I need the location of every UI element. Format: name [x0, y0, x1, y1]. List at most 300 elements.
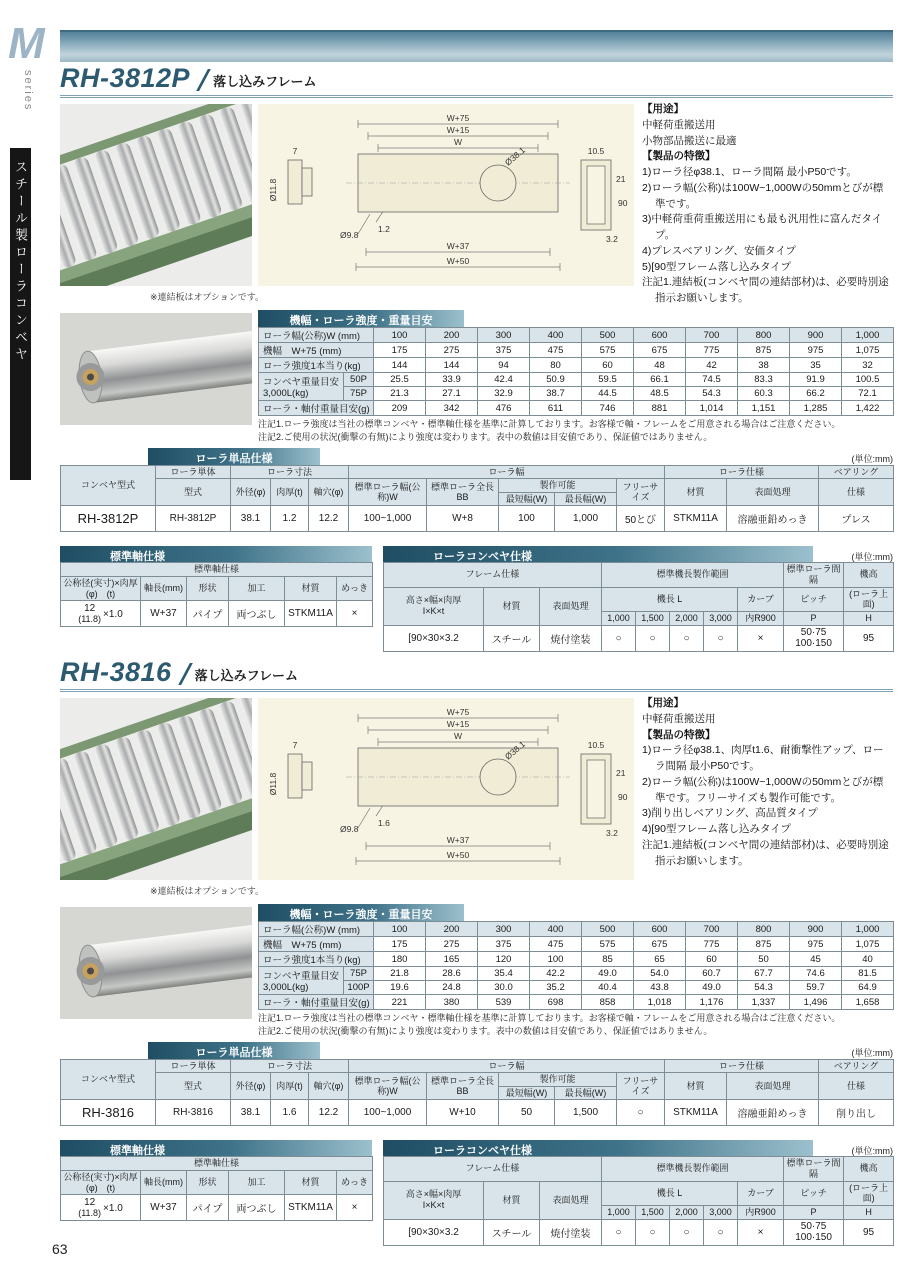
dim-label: W — [453, 731, 463, 741]
option-note: ※連結板はオプションです。 — [150, 292, 265, 302]
col-header: 軸穴(φ) — [309, 1073, 349, 1100]
shaft-table-title: 標準軸仕様 — [60, 1140, 372, 1160]
conveyor-spec-table — [383, 562, 894, 652]
value-cell: 1,422 — [842, 401, 894, 416]
value-cell: RH-3812P — [61, 506, 156, 532]
value-cell: ○ — [670, 625, 704, 651]
col-header: フリーサイズ — [617, 479, 665, 506]
group-header: 標準機長製作範囲 — [602, 1157, 784, 1182]
value-cell: 両つぶし — [229, 601, 285, 627]
section-title-rh3812p — [60, 64, 893, 98]
value-cell: 72.1 — [842, 387, 894, 401]
flange-detail-2 — [302, 762, 312, 790]
value-cell: 50 — [738, 952, 790, 967]
value-cell: × — [337, 601, 373, 627]
end-view-inner — [587, 760, 605, 818]
conveyor-table-header-row — [383, 1140, 893, 1156]
value-cell: 1,285 — [790, 401, 842, 416]
value-cell: 1,000 — [555, 506, 617, 532]
dim-label: W+15 — [446, 719, 470, 729]
col-header: P — [784, 612, 844, 626]
value-cell: 881 — [634, 401, 686, 416]
value-cell: STKM11A — [665, 1100, 727, 1126]
dim-label: 7 — [292, 740, 298, 750]
value-cell: ○ — [602, 1219, 636, 1245]
col-header: カーブ — [738, 587, 784, 612]
value-cell: [90×30×3.2 — [384, 625, 484, 651]
value-cell: 21.3 — [374, 387, 426, 401]
col-header: 最短幅(W) — [499, 492, 555, 505]
value-cell: STKM11A — [285, 1195, 337, 1221]
value-cell: 60.3 — [738, 387, 790, 401]
table-row — [384, 563, 894, 588]
value-cell: 85 — [582, 952, 634, 967]
table-row — [259, 937, 894, 952]
dim-label: W+37 — [446, 241, 470, 251]
col-header: 外径(φ) — [231, 479, 271, 506]
value-cell: 100 — [499, 506, 555, 532]
shaft-dia-cell — [61, 601, 141, 627]
col-header: ローラ単体 — [156, 466, 231, 479]
note-line: 注記2.ご使用の状況(衝撃の有無)により強度は変わります。表中の数値は目安値であり、保証値ではありません。 — [258, 1026, 713, 1037]
value-cell: 698 — [530, 995, 582, 1010]
value-cell: 溶融亜鉛めっき — [727, 1100, 819, 1126]
text-line: 中軽荷重搬送用 — [642, 118, 716, 131]
page-number: 63 — [52, 1241, 68, 1257]
table-row — [259, 981, 894, 995]
col-header-line: I×K×t — [422, 1200, 445, 1211]
col-header — [61, 576, 141, 601]
value-cell: ○ — [636, 1219, 670, 1245]
value-cell: 275 — [426, 343, 478, 358]
value-cell: 66.2 — [790, 387, 842, 401]
value-cell: 59.5 — [582, 373, 634, 387]
value-cell: 275 — [426, 937, 478, 952]
col-header: 表面処理 — [540, 587, 602, 625]
table-row — [61, 563, 373, 577]
col-header: ローラ仕様 — [665, 1060, 819, 1073]
col-header: 3,000 — [704, 1206, 738, 1220]
value-cell: 1,176 — [686, 995, 738, 1010]
row-label: ローラ・軸付重量目安(g) — [259, 995, 374, 1010]
value-cell: 83.3 — [738, 373, 790, 387]
value-cell: RH-3816 — [61, 1100, 156, 1126]
value-cell: 858 — [582, 995, 634, 1010]
value-cell: 900 — [790, 922, 842, 937]
value-cell: 375 — [478, 343, 530, 358]
col-header: ローラ仕様 — [665, 466, 819, 479]
value-cell: 144 — [374, 358, 426, 373]
pitch-line: 50·75 — [800, 627, 827, 639]
table-row — [61, 1195, 373, 1221]
row-label: ローラ・軸付重量目安(g) — [259, 401, 374, 416]
col-header: 表面処理 — [727, 479, 819, 506]
group-header: 標準ローラ間隔 — [784, 563, 844, 588]
value-cell: ○ — [670, 1219, 704, 1245]
col-header — [384, 587, 484, 625]
value-cell: 40.4 — [582, 981, 634, 995]
table-row — [61, 1100, 894, 1126]
col-header: 標準ローラ幅(公称)W — [349, 479, 427, 506]
table-row — [259, 952, 894, 967]
strength-table-title: 機幅・ローラ強度・重量目安 — [258, 310, 464, 330]
value-cell: × — [738, 1219, 784, 1245]
table-row — [61, 1060, 894, 1073]
value-cell: 35.2 — [530, 981, 582, 995]
value-cell: 67.7 — [738, 967, 790, 981]
col-header: 標準ローラ全長BB — [427, 1073, 499, 1100]
value-cell: × — [738, 625, 784, 651]
value-cell: 54.0 — [634, 967, 686, 981]
value-cell: 1,151 — [738, 401, 790, 416]
technical-drawing-svg — [258, 104, 634, 286]
value-cell: 焼付塗装 — [540, 625, 602, 651]
value-cell: 12.2 — [309, 1100, 349, 1126]
col-header: 加工 — [229, 576, 285, 601]
col-header: 機長 L — [602, 587, 738, 612]
value-cell: 49.0 — [686, 981, 738, 995]
dia-paren: (11.8) — [78, 1207, 102, 1218]
value-cell: スチール — [484, 625, 540, 651]
col-header: 標準ローラ全長BB — [427, 479, 499, 506]
text-line: 小物部品搬送に最適 — [642, 134, 737, 147]
row-label-line: 3,000L(kg) — [263, 388, 309, 399]
table-row — [259, 967, 894, 981]
value-cell: 1,658 — [842, 995, 894, 1010]
value-cell: 91.9 — [790, 373, 842, 387]
value-cell: スチール — [484, 1219, 540, 1245]
side-category-tab: スチール製ローラコンベヤ — [10, 148, 31, 480]
value-cell: STKM11A — [665, 506, 727, 532]
title-slash-icon — [196, 69, 211, 91]
col-header: H — [844, 1206, 894, 1220]
col-header-line: 公称径(実寸)×肉厚 — [63, 1171, 138, 1182]
value-cell: RH-3812P — [156, 506, 231, 532]
col-header: 型式 — [156, 1073, 231, 1100]
feature-lines — [642, 165, 893, 275]
text-line: 4)プレスベアリング、安価タイプ — [642, 244, 797, 257]
value-cell: 300 — [478, 922, 530, 937]
table-row — [61, 466, 894, 479]
value-cell: 209 — [374, 401, 426, 416]
col-header: 表面処理 — [727, 1073, 819, 1100]
text-line: 中軽荷重搬送用 — [642, 712, 716, 725]
value-cell: 875 — [738, 343, 790, 358]
value-cell: 1,014 — [686, 401, 738, 416]
value-cell: 削り出し — [819, 1100, 894, 1126]
table-row — [384, 1157, 894, 1182]
row-label: ローラ強度1本当り(kg) — [259, 358, 374, 373]
flange-detail-2 — [302, 168, 312, 196]
col-header: 標準ローラ幅(公称)W — [349, 1073, 427, 1100]
col-header: ローラ単体 — [156, 1060, 231, 1073]
value-cell: 35.4 — [478, 967, 530, 981]
col-header: 内R900 — [738, 1206, 784, 1220]
value-cell: 600 — [634, 922, 686, 937]
col-header: 最短幅(W) — [499, 1086, 555, 1099]
value-cell: 611 — [530, 401, 582, 416]
value-cell: 1.6 — [271, 1100, 309, 1126]
value-cell: 175 — [374, 343, 426, 358]
dim-label: 10.5 — [587, 146, 605, 156]
product-info — [642, 102, 893, 307]
value-cell: 38 — [738, 358, 790, 373]
col-header: 肉厚(t) — [271, 1073, 309, 1100]
dim-label: 21 — [616, 174, 626, 184]
single-table-header-row — [60, 448, 893, 464]
strength-table-title: 機幅・ローラ強度・重量目安 — [258, 904, 464, 924]
col-header — [384, 1181, 484, 1219]
col-header: P — [784, 1206, 844, 1220]
dim-label: 3.2 — [606, 828, 618, 838]
conveyor-table-header-row — [383, 546, 893, 562]
value-cell: 1.2 — [271, 506, 309, 532]
col-header-line: (φ) (t) — [85, 1182, 116, 1193]
conveyor-photo — [60, 104, 252, 286]
value-cell: 30.0 — [478, 981, 530, 995]
usage-lines — [642, 118, 893, 150]
note-line: 注記1.ローラ強度は当社の標準コンベヤ・標準軸仕様を基準に計算しております。お客様で軸・フレームをご用意される場合はご注意ください。 — [258, 419, 841, 429]
text-line: 3)中軽荷重荷重搬送用にも最も汎用性に富んだタイプ。 — [642, 213, 883, 241]
value-cell: 44.5 — [582, 387, 634, 401]
col-header: ローラ寸法 — [231, 1060, 349, 1073]
dim-label: 90 — [618, 198, 628, 208]
value-cell: 900 — [790, 328, 842, 343]
value-cell: 1,500 — [555, 1100, 617, 1126]
dim-label: Ø9.8 — [340, 230, 359, 240]
model-title: RH-3812P — [60, 63, 191, 93]
dim-label: 21 — [616, 768, 626, 778]
value-cell: 50とび — [617, 506, 665, 532]
table-row — [61, 1157, 373, 1171]
strength-table — [258, 921, 894, 1010]
conveyor-table-title: ローラコンベヤ仕様 — [383, 546, 813, 566]
feature-lines — [642, 743, 893, 838]
value-cell: 775 — [686, 937, 738, 952]
dim-label: 3.2 — [606, 234, 618, 244]
row-label: 機幅 W+75 (mm) — [259, 343, 374, 358]
value-cell: 180 — [374, 952, 426, 967]
text-line: 3)削り出しベアリング、高品質タイプ — [642, 807, 818, 820]
group-header: 標準軸仕様 — [61, 563, 373, 577]
shaft-table-title: 標準軸仕様 — [60, 546, 372, 566]
col-header: 材質 — [484, 1181, 540, 1219]
table-row — [259, 328, 894, 343]
table-row — [61, 506, 894, 532]
col-header: 内R900 — [738, 612, 784, 626]
pitch-line: 100·150 — [795, 1232, 832, 1244]
features-title: 【製品の特徴】 — [642, 728, 716, 741]
value-cell: 42.4 — [478, 373, 530, 387]
value-cell: 200 — [426, 328, 478, 343]
dia-main: 12 — [84, 603, 96, 615]
value-cell: 33.9 — [426, 373, 478, 387]
col-header-line: 高さ×幅×肉厚 — [405, 595, 462, 606]
strength-notes — [258, 418, 893, 444]
value-cell: 1,075 — [842, 937, 894, 952]
value-cell: 100.5 — [842, 373, 894, 387]
dim-label: Ø11.8 — [268, 178, 278, 202]
value-cell: 65 — [634, 952, 686, 967]
col-header: 形状 — [187, 576, 229, 601]
conveyor-photo-illustration — [60, 104, 252, 286]
value-cell: 175 — [374, 937, 426, 952]
table-row — [384, 625, 894, 651]
group-header: 機高 — [844, 1157, 894, 1182]
value-cell: 475 — [530, 937, 582, 952]
value-cell: 800 — [738, 922, 790, 937]
value-cell: 32.9 — [478, 387, 530, 401]
dim-label: W — [453, 137, 463, 147]
col-header: 軸長(mm) — [141, 576, 187, 601]
value-cell: 38.1 — [231, 506, 271, 532]
table-row — [384, 587, 894, 612]
value-cell: 500 — [582, 328, 634, 343]
dim-label: 7 — [292, 146, 298, 156]
col-header: 2,000 — [670, 612, 704, 626]
unit-note: (単位:mm) — [851, 454, 893, 464]
value-cell: 40 — [842, 952, 894, 967]
text-line: 5)[90型フレーム落し込みタイプ — [642, 260, 791, 273]
value-cell: 400 — [530, 922, 582, 937]
value-cell: 700 — [686, 922, 738, 937]
table-row — [61, 479, 894, 492]
value-cell: 54.3 — [686, 387, 738, 401]
model-title: RH-3816 — [60, 657, 172, 687]
frame-type-label: 落し込みフレーム — [213, 74, 317, 89]
unit-note: (単位:mm) — [851, 1146, 893, 1156]
value-cell: 500 — [582, 922, 634, 937]
value-cell: 746 — [582, 401, 634, 416]
col-header: 加工 — [229, 1170, 285, 1195]
roller-photo-illustration — [60, 907, 252, 1019]
value-cell: 100~1,000 — [349, 1100, 427, 1126]
value-cell: 144 — [426, 358, 478, 373]
value-cell: 875 — [738, 937, 790, 952]
pitch-label: 75P — [344, 967, 374, 981]
strength-table — [258, 327, 894, 416]
value-cell: 50 — [499, 1100, 555, 1126]
unit-note: (単位:mm) — [851, 552, 893, 562]
header-bar — [60, 30, 893, 62]
value-cell: ○ — [636, 625, 670, 651]
row-label: 機幅 W+75 (mm) — [259, 937, 374, 952]
pitch-label: 75P — [344, 387, 374, 401]
text-line: 2)ローラ幅(公称)は100W~1,000Wの50mmとびが標準です。 — [642, 181, 884, 210]
value-cell: 12.2 — [309, 506, 349, 532]
table-row — [61, 1073, 894, 1086]
value-cell: 700 — [686, 328, 738, 343]
row-label — [259, 373, 344, 401]
col-header: 肉厚(t) — [271, 479, 309, 506]
dim-label: W+15 — [446, 125, 470, 135]
col-header: ピッチ — [784, 1181, 844, 1206]
value-cell: 95 — [844, 625, 894, 651]
col-header: 最長幅(W) — [555, 492, 617, 505]
product-info — [642, 696, 893, 869]
value-cell: 60 — [686, 952, 738, 967]
value-cell: プレス — [819, 506, 894, 532]
value-cell: 54.3 — [738, 981, 790, 995]
col-header: (ローラ上面) — [844, 1181, 894, 1206]
value-cell — [784, 625, 844, 651]
dim-label: 10.5 — [587, 740, 605, 750]
value-cell: 95 — [844, 1219, 894, 1245]
note-line: 注記2.ご使用の状況(衝撃の有無)により強度は変わります。表中の数値は目安値であり、保証値ではありません。 — [258, 432, 713, 443]
value-cell: 400 — [530, 328, 582, 343]
col-header: ピッチ — [784, 587, 844, 612]
group-header: フレーム仕様 — [384, 563, 602, 588]
col-header: 材質 — [665, 1073, 727, 1100]
shaft-spec-table — [60, 1156, 373, 1221]
table-row — [259, 387, 894, 401]
group-header: フレーム仕様 — [384, 1157, 602, 1182]
col-header: (ローラ上面) — [844, 587, 894, 612]
title-slash-icon — [178, 663, 193, 685]
value-cell: 1,000 — [842, 922, 894, 937]
technical-drawing — [258, 698, 634, 880]
table-row — [259, 343, 894, 358]
col-header: 形状 — [187, 1170, 229, 1195]
col-header: ベアリング — [819, 1060, 894, 1073]
value-cell: W+8 — [427, 506, 499, 532]
dim-label: Ø38.1 — [502, 738, 528, 762]
table-row — [61, 576, 373, 601]
value-cell: 48 — [634, 358, 686, 373]
pitch-label: 50P — [344, 373, 374, 387]
value-cell: 1,075 — [842, 343, 894, 358]
value-cell: 60.7 — [686, 967, 738, 981]
col-header: ローラ幅 — [349, 466, 665, 479]
row-label: ローラ幅(公称)W (mm) — [259, 922, 374, 937]
group-header: 機高 — [844, 563, 894, 588]
value-cell: 200 — [426, 922, 478, 937]
series-logo-m: M — [8, 19, 45, 68]
value-cell: 38.1 — [231, 1100, 271, 1126]
value-cell: 300 — [478, 328, 530, 343]
dia-thick: ×1.0 — [103, 608, 123, 620]
col-header: 表面処理 — [540, 1181, 602, 1219]
value-cell: 32 — [842, 358, 894, 373]
pitch-line: 50·75 — [800, 1221, 827, 1233]
info-note: 注記1.連結板(コンベヤ間の連結部材)は、必要時別途指示お願いします。 — [642, 838, 889, 867]
col-header-line: 高さ×幅×肉厚 — [405, 1189, 462, 1200]
text-line: 1)ローラ径φ38.1、ローラ間隔 最小P50です。 — [642, 166, 857, 178]
group-header: 標準ローラ間隔 — [784, 1157, 844, 1182]
dim-label: W+75 — [446, 707, 470, 717]
dim-label: W+50 — [446, 256, 470, 266]
row-label — [259, 967, 344, 995]
value-cell: 50.9 — [530, 373, 582, 387]
value-cell: ○ — [704, 1219, 738, 1245]
value-cell: 100 — [374, 922, 426, 937]
series-logo-text: series — [22, 70, 34, 112]
frame-type-label: 落し込みフレーム — [194, 668, 299, 683]
conveyor-spec-table — [383, 1156, 894, 1246]
flange-detail — [288, 754, 302, 798]
table-row — [259, 922, 894, 937]
value-cell: 775 — [686, 343, 738, 358]
row-label-line: コンベヤ重量目安 — [263, 971, 340, 982]
value-cell: 1,496 — [790, 995, 842, 1010]
col-header: めっき — [337, 576, 373, 601]
col-header: 外径(φ) — [231, 1073, 271, 1100]
text-line: 4)[90型フレーム落し込みタイプ — [642, 823, 791, 835]
value-cell: 焼付塗装 — [540, 1219, 602, 1245]
value-cell: 675 — [634, 937, 686, 952]
dia-paren: (11.8) — [78, 613, 102, 624]
value-cell: ○ — [602, 625, 636, 651]
